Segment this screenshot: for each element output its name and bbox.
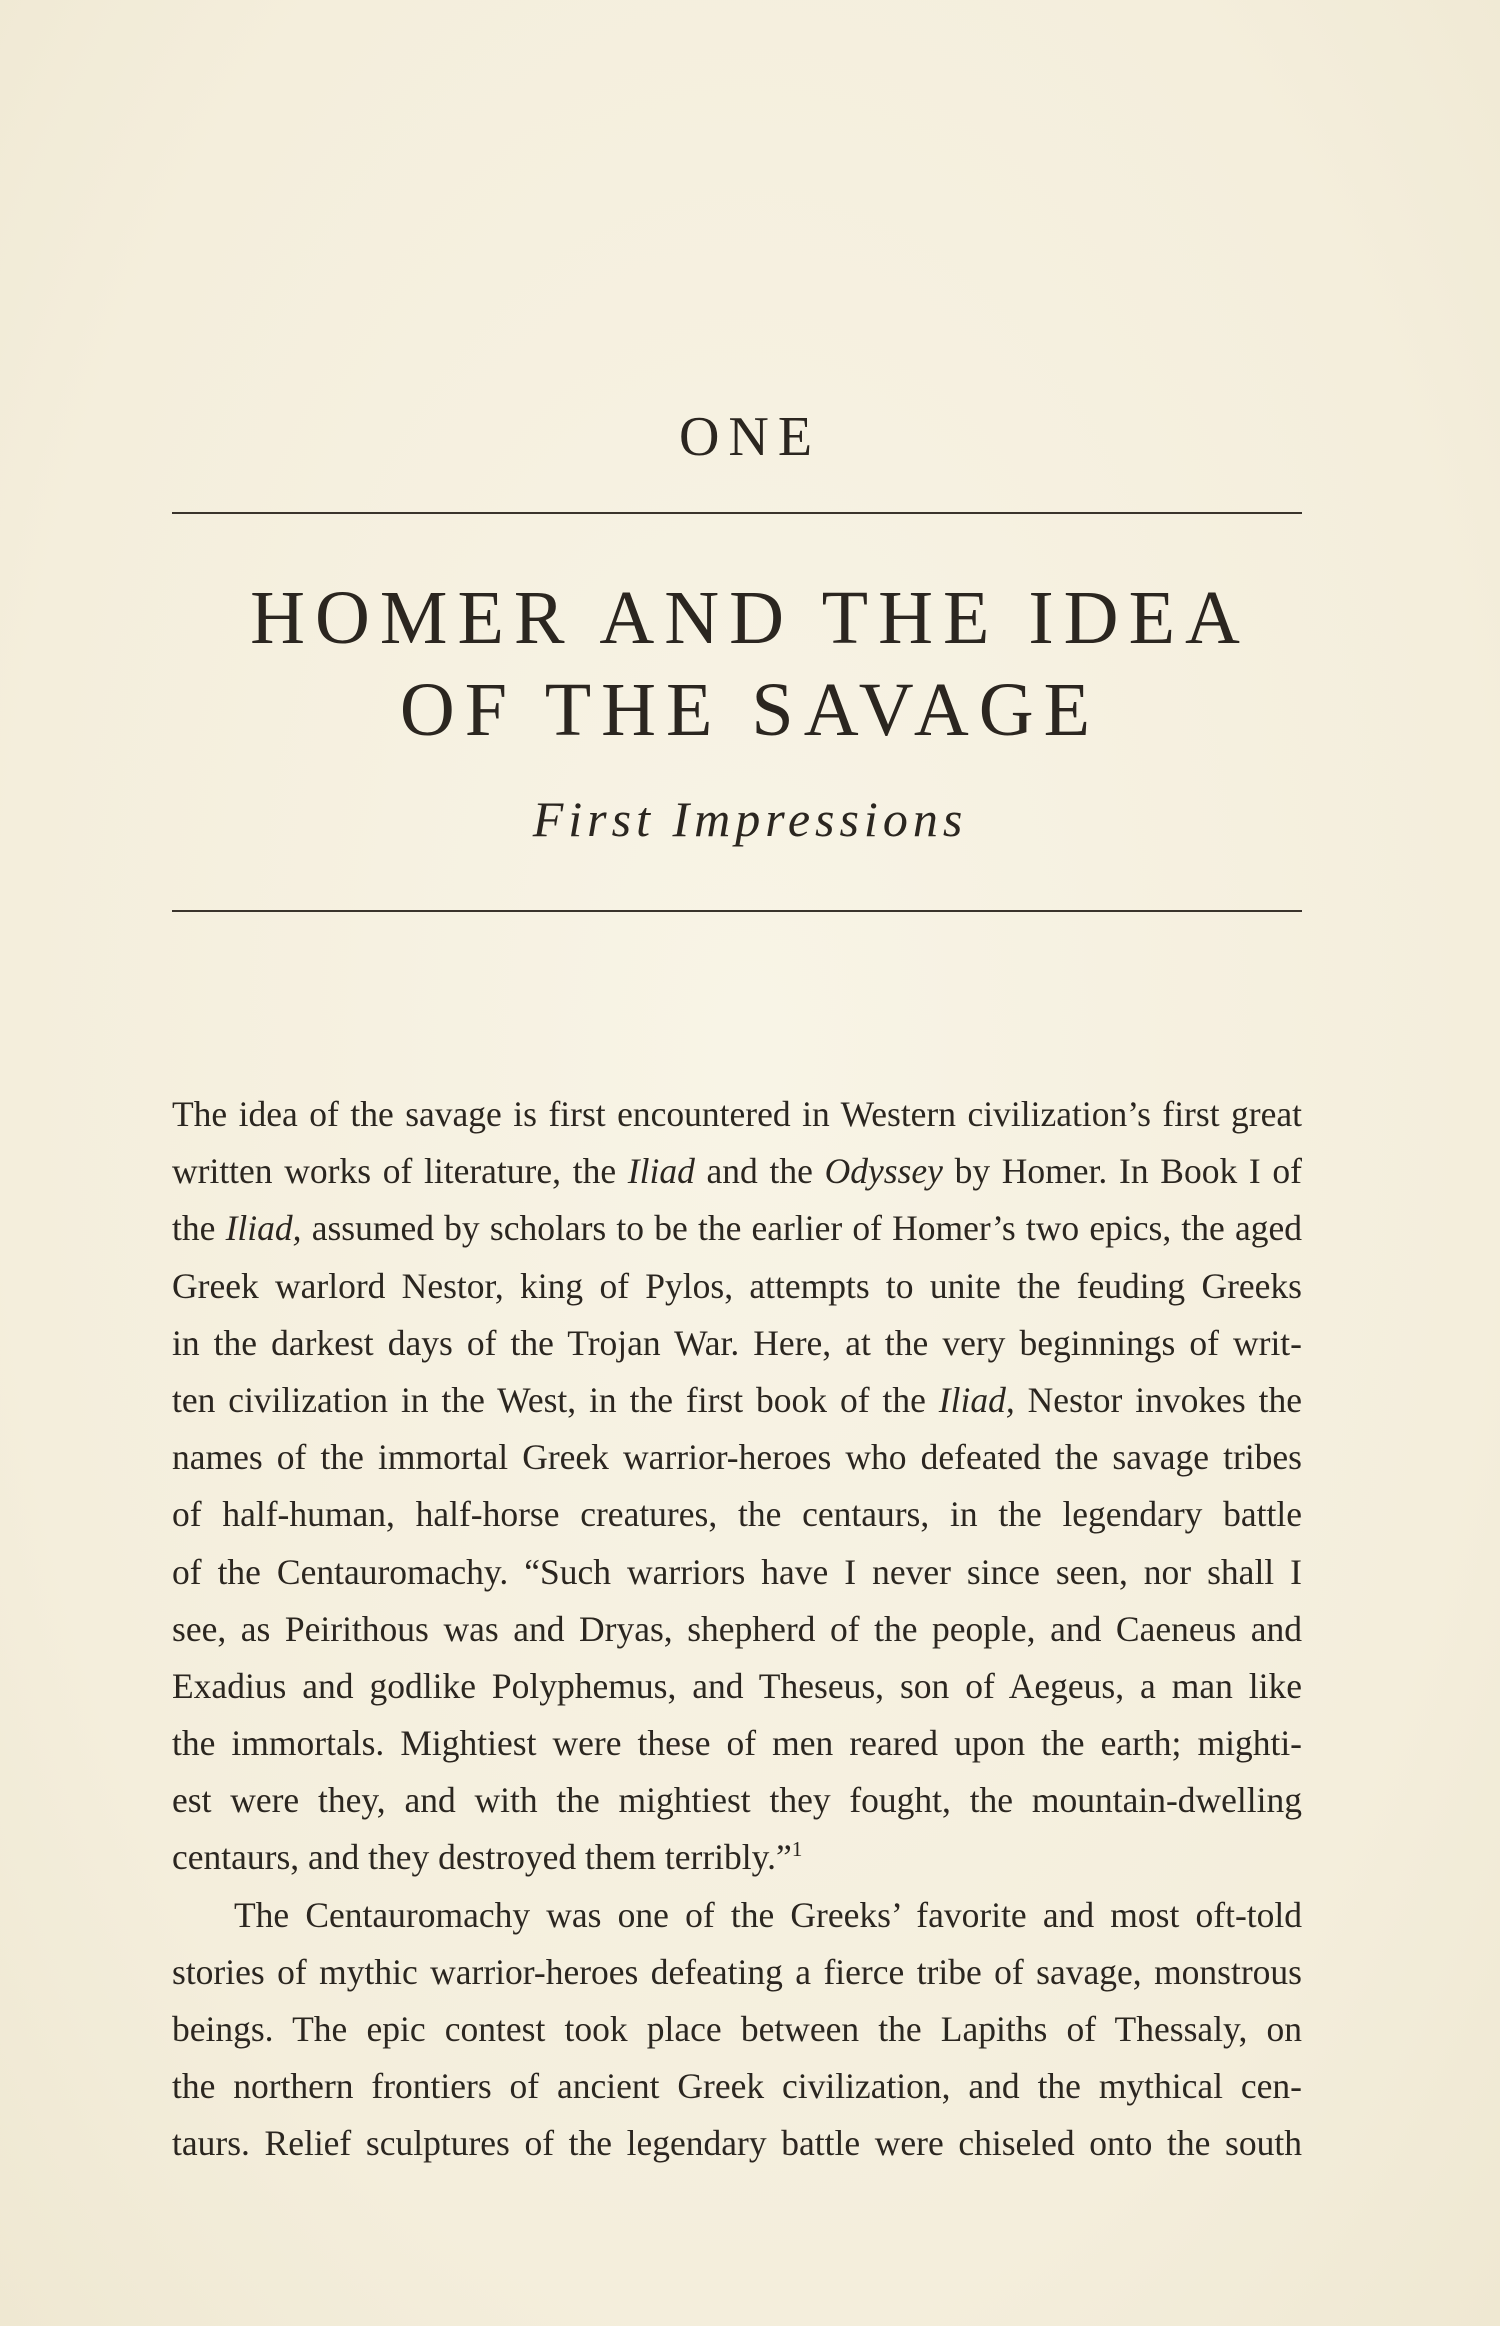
text-segment: ten civilization in the West, in the first book of the	[172, 1379, 939, 1420]
body-text	[172, 1086, 1302, 2173]
text-line: est were they, and with the mightiest they fought, the mountain-dwelling	[172, 1780, 1302, 1821]
text-segment: Nestor invokes the	[1014, 1379, 1302, 1420]
chapter-title-line-1: HOMER AND THE IDEA	[250, 576, 1250, 660]
text-segment: assumed by scholars to be the earlier of Homer’s two epics, the aged	[301, 1208, 1302, 1249]
text-line: stories of mythic warrior-heroes defeating a fierce tribe of savage, monstrous	[172, 1951, 1302, 1992]
text-line: see, as Peirithous was and Dryas, shepherd of the people, and Caeneus and	[172, 1608, 1302, 1649]
chapter-subtitle: First Impressions	[532, 791, 968, 847]
text-segment: written works of literature, the	[172, 1151, 628, 1192]
paragraph-1	[172, 1086, 1302, 1887]
text-line: taurs. Relief sculptures of the legendary battle were chiseled onto the south	[172, 2123, 1302, 2164]
text-segment: the	[172, 1208, 226, 1249]
bottom-rule	[172, 910, 1302, 912]
top-rule	[172, 512, 1302, 514]
chapter-title	[0, 572, 1500, 756]
text-line: in the darkest days of the Trojan War. Here, at the very beginnings of writ-	[172, 1322, 1302, 1363]
text-line: the immortals. Mightiest were these of men reared upon the earth; mighti-	[172, 1723, 1302, 1764]
footnote-reference[interactable]: 1	[791, 1837, 803, 1862]
text-line: beings. The epic contest took place between the Lapiths of Thessaly, on	[172, 2009, 1302, 2049]
text-line	[172, 1829, 1302, 1886]
book-title-iliad: Iliad	[627, 1151, 695, 1192]
book-title-odyssey: Odyssey	[824, 1151, 943, 1192]
paragraph-2	[172, 1887, 1302, 2173]
text-line: of half-human, half-horse creatures, the centaurs, in the legendary battle	[172, 1494, 1302, 1535]
text-line: The Centauromachy was one of the Greeks’ favorite and most oft-told	[234, 1894, 1302, 1935]
text-segment: by Homer. In Book I of	[942, 1151, 1302, 1192]
book-title-iliad: Iliad,	[938, 1379, 1015, 1420]
chapter-number: ONE	[678, 406, 822, 468]
text-line: The idea of the savage is first encountered in Western civilization’s first great	[172, 1094, 1302, 1134]
book-title-iliad: Iliad,	[225, 1208, 302, 1249]
chapter-title-line-2: OF THE SAVAGE	[399, 668, 1101, 752]
text-line: of the Centauromachy. “Such warriors have I never since seen, nor shall I	[172, 1551, 1302, 1592]
text-line	[172, 1143, 1302, 1200]
text-line	[172, 1200, 1302, 1257]
text-line	[172, 1372, 1302, 1429]
text-segment: centaurs, and they destroyed them terribly.”	[172, 1837, 792, 1878]
text-line: Exadius and godlike Polyphemus, and Theseus, son of Aegeus, a man like	[172, 1665, 1302, 1706]
text-line: the northern frontiers of ancient Greek civilization, and the mythical cen-	[172, 2066, 1302, 2107]
text-line: Greek warlord Nestor, king of Pylos, attempts to unite the feuding Greeks	[172, 1265, 1302, 1306]
text-segment: and the	[694, 1151, 825, 1192]
text-line: names of the immortal Greek warrior-heroes who defeated the savage tribes	[172, 1437, 1302, 1478]
